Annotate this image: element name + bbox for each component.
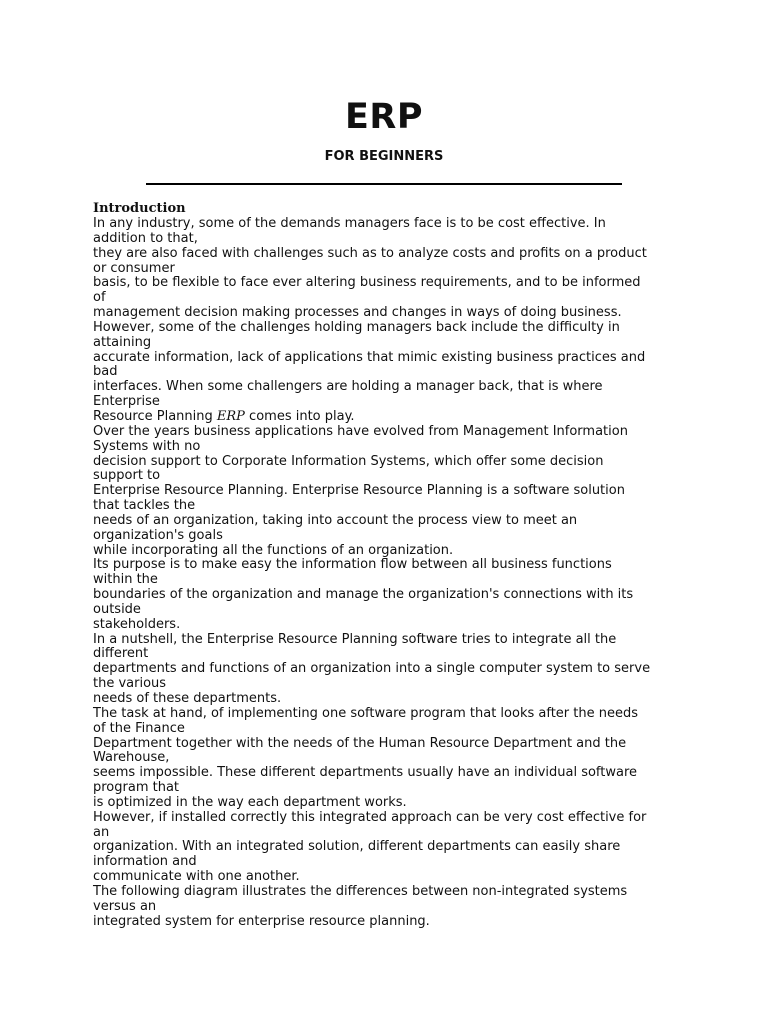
text-line: The following diagram illustrates the differences between non-integrated systems [93, 883, 628, 899]
text-line: However, some of the challenges holding managers back include the difficulty in [93, 319, 620, 335]
text-line: management decision making processes and changes in ways of doing business. [93, 305, 622, 321]
text-line: support to [93, 468, 161, 484]
text-line: Systems with no [93, 438, 201, 454]
section-heading-introduction: Introduction [93, 201, 186, 216]
text-line: boundaries of the organization and manage the organization's connections with its [93, 587, 634, 603]
text-line: an [93, 824, 110, 840]
text-line: the various [93, 676, 167, 692]
text-line: However, if installed correctly this integrated approach can be very cost effective for [93, 809, 647, 825]
text-line: bad [93, 364, 118, 380]
text-line: Warehouse, [93, 750, 170, 766]
text-line: seems impossible. These different departments usually have an individual software [93, 765, 638, 781]
introduction-body [93, 217, 693, 930]
text-line: Enterprise Resource Planning. Enterprise Resource Planning is a software solution [93, 483, 625, 499]
text-line: while incorporating all the functions of an organization. [93, 542, 454, 558]
text-line: information and [93, 854, 197, 870]
text-fragment: comes into play. [244, 408, 355, 424]
text-line: Over the years business applications have evolved from Management Information [93, 423, 628, 439]
text-line: needs of an organization, taking into account the process view to meet an [93, 512, 578, 528]
text-fragment: Resource Planning [93, 408, 217, 424]
text-line: versus an [93, 898, 157, 914]
text-line: In a nutshell, the Enterprise Resource Planning software tries to integrate all the [93, 631, 617, 647]
text-line: or consumer [93, 260, 175, 276]
document-subtitle: FOR BEGINNERS [324, 149, 444, 164]
text-line: Enterprise [93, 394, 160, 410]
text-line: communicate with one another. [93, 869, 300, 885]
text-line: accurate information, lack of applications that mimic existing business practices and [93, 349, 646, 365]
text-line: program that [93, 780, 180, 796]
text-line: Its purpose is to make easy the information flow between all business functions [93, 557, 612, 573]
text-line: that tackles the [93, 498, 196, 514]
text-line: of the Finance [93, 720, 185, 736]
text-line: integrated system for enterprise resource planning. [93, 913, 430, 929]
text-line: organization's goals [93, 527, 223, 543]
text-line-erp [93, 410, 693, 425]
text-line: organization. With an integrated solution, different departments can easily share [93, 839, 621, 855]
text-line: decision support to Corporate Information Systems, which offer some decision [93, 453, 604, 469]
text-line: outside [93, 601, 141, 617]
text-line: they are also faced with challenges such as to analyze costs and profits on a product [93, 245, 647, 261]
text-line: Department together with the needs of the Human Resource Department and the [93, 735, 627, 751]
text-line: of [93, 290, 106, 306]
text-line: attaining [93, 334, 152, 350]
text-line: departments and functions of an organization into a single computer system to serve [93, 661, 651, 677]
text-line: needs of these departments. [93, 691, 282, 706]
text-line: The task at hand, of implementing one software program that looks after the needs [93, 705, 639, 721]
text-line: is optimized in the way each department works. [93, 794, 407, 810]
text-line: addition to that, [93, 230, 198, 246]
text-line: basis, to be flexible to face ever altering business requirements, and to be informed [93, 275, 641, 291]
erp-acronym: ERP [216, 408, 245, 424]
text-line: interfaces. When some challengers are holding a manager back, that is where [93, 379, 603, 395]
text-line: stakeholders. [93, 616, 181, 632]
document-title: ERP [344, 97, 423, 137]
text-line: different [93, 646, 149, 662]
text-line: within the [93, 572, 158, 588]
title-underline-rule [146, 183, 622, 185]
text-line: In any industry, some of the demands managers face is to be cost effective. In [93, 216, 606, 231]
